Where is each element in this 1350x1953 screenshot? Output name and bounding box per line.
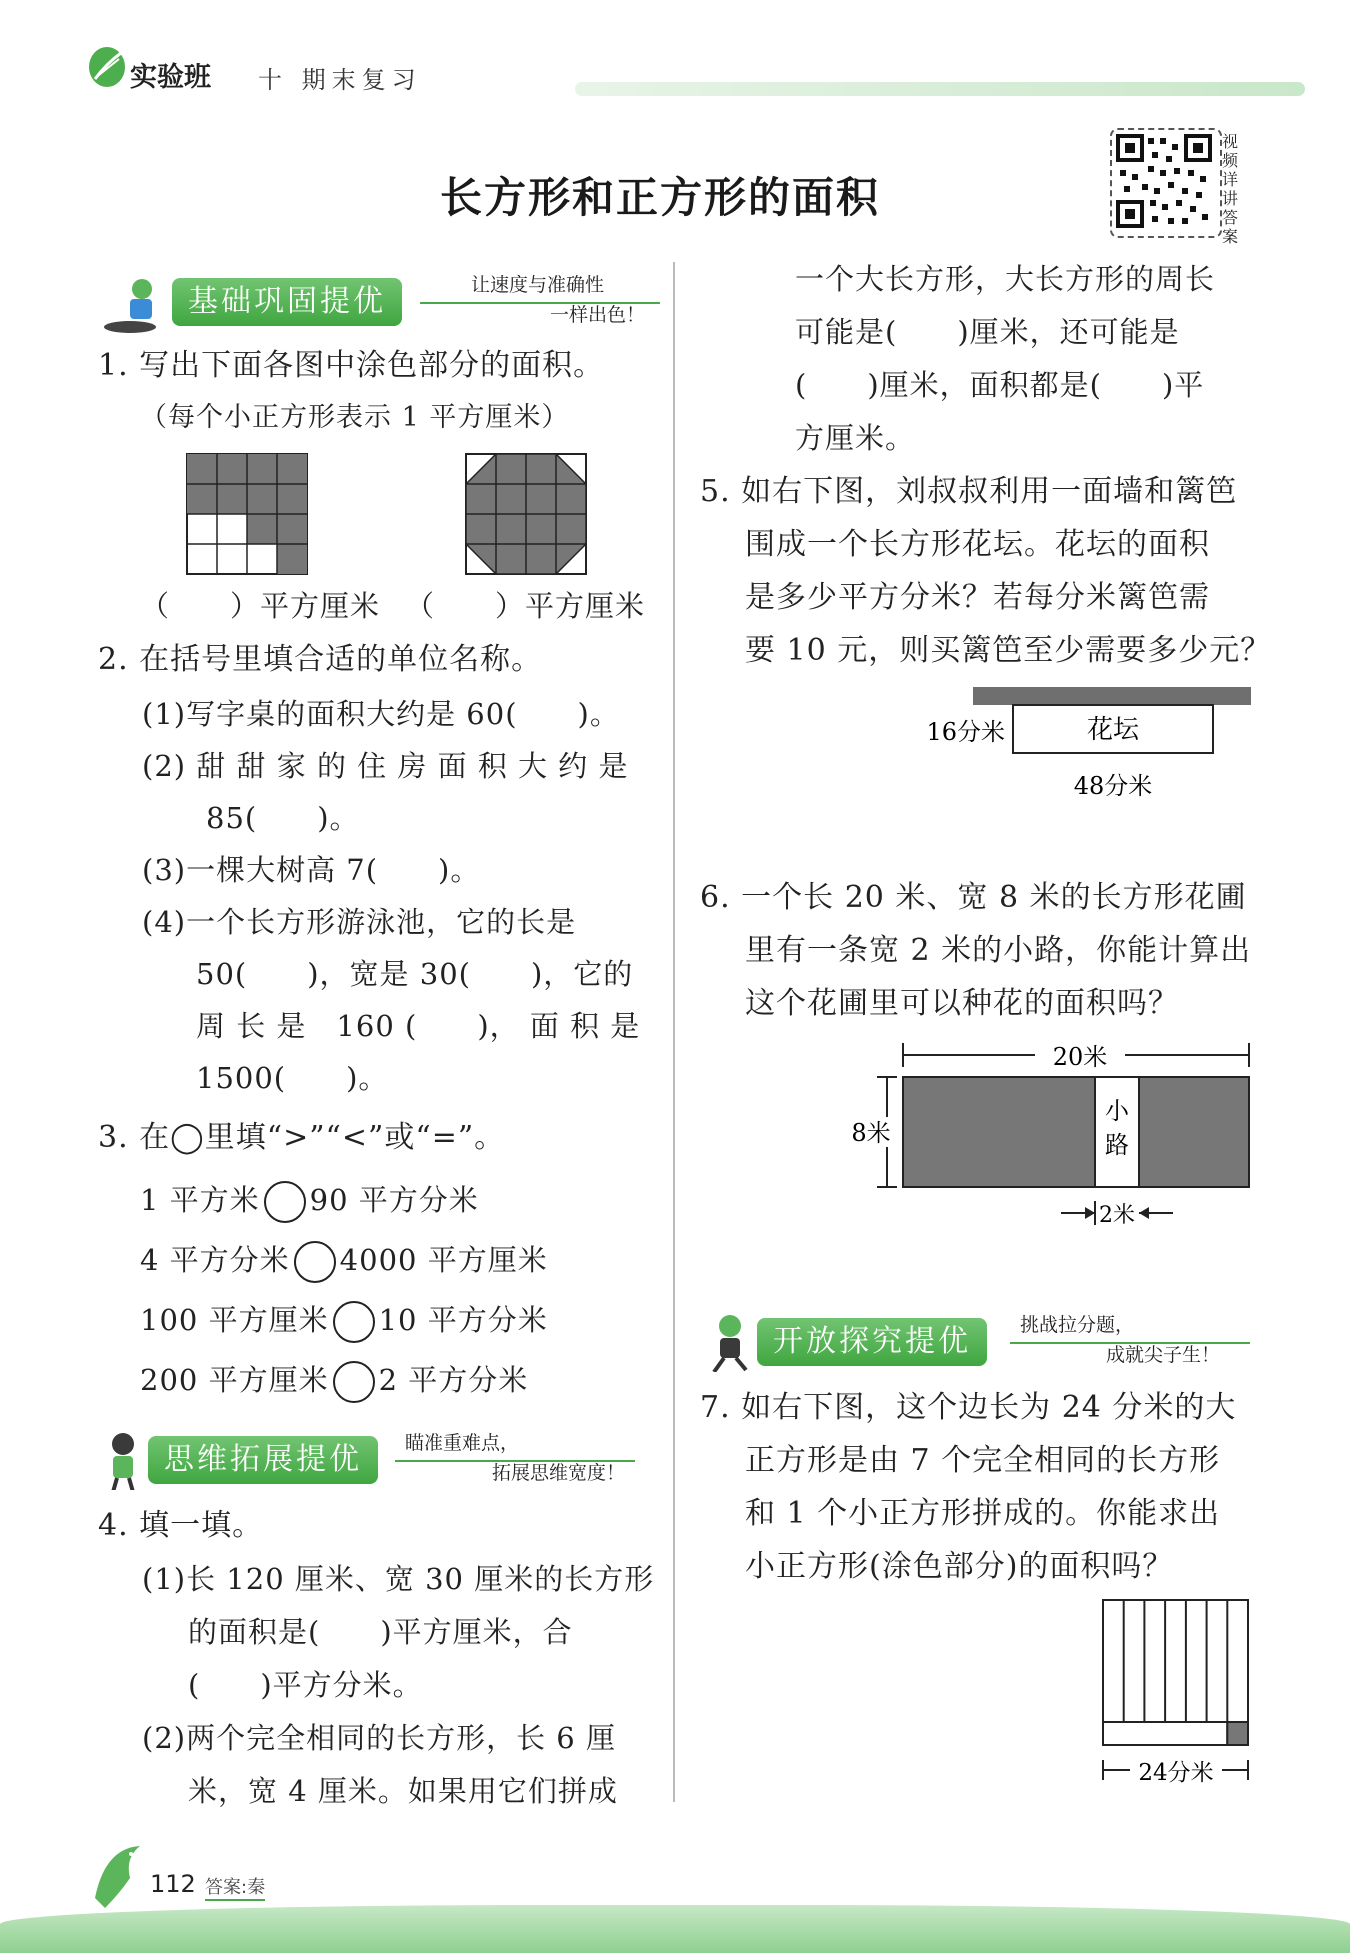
q4-part2-line4: 可能是( )厘米，还可能是 <box>795 315 1180 349</box>
slogan-line-1: 挑战拉分题， <box>1020 1314 1135 1336</box>
q2-text: 2. 在括号里填合适的单位名称。 <box>98 642 543 677</box>
q7-line3: 和 1 个小正方形拼成的。你能求出 <box>745 1496 1221 1531</box>
dolphin-icon <box>85 1838 155 1918</box>
section-thinking-slogan <box>405 1428 625 1488</box>
q5-line2: 围成一个长方形花坛。花坛的面积 <box>745 527 1210 562</box>
qr-caption: 视频详讲答案 <box>1222 132 1239 246</box>
slogan-underline <box>420 302 660 304</box>
q4-part2-line6: 方厘米。 <box>795 421 916 455</box>
q3-row-4-right: 2 平方分米 <box>378 1363 529 1397</box>
small-shaded-square <box>1227 1722 1248 1745</box>
q2-part4-line2: 50( )，宽是 30( )，它的 <box>196 957 634 991</box>
compare-circle[interactable] <box>333 1361 375 1403</box>
q3-row-1-right: 90 平方分米 <box>309 1183 479 1217</box>
q5-line3: 是多少平方分米？若每分米篱笆需 <box>745 580 1210 615</box>
garden-height-label: 8米 <box>851 1119 891 1147</box>
page-number: 112 <box>150 1870 196 1898</box>
q7-line1: 7. 如右下图，这个边长为 24 分米的大 <box>700 1390 1237 1425</box>
q2-part2-line2: 85( )。 <box>206 801 360 835</box>
q1-answer-1[interactable]: （ ）平方厘米 <box>140 589 381 623</box>
leaf-logo-icon <box>85 45 129 89</box>
q2-part2-line1: (2) 甜 甜 家 的 住 房 面 积 大 约 是 <box>142 749 629 783</box>
flowerbed-width-label: 48分米 <box>1073 772 1153 800</box>
section-thinking-banner: 思维拓展提优 <box>148 1436 378 1484</box>
mascot-skater-icon <box>100 275 164 335</box>
q3-row-1 <box>140 1174 479 1226</box>
footer-wave <box>0 1905 1350 1953</box>
q6-line1: 6. 一个长 20 米、宽 8 米的长方形花圃 <box>700 880 1247 915</box>
header-bar <box>575 82 1305 96</box>
section-basic-slogan <box>430 270 645 330</box>
section-basic-banner: 基础巩固提优 <box>172 278 402 326</box>
q2-part4-line3: 周 长 是 160 ( )， 面 积 是 <box>196 1009 641 1043</box>
q3-row-3-left: 100 平方厘米 <box>140 1303 329 1337</box>
compare-circle[interactable] <box>264 1181 306 1223</box>
q2-part4-line1: (4)一个长方形游泳池，它的长是 <box>142 905 577 939</box>
path-label-1: 小 <box>1105 1097 1129 1125</box>
qr-code[interactable] <box>1110 128 1222 238</box>
q3-row-2 <box>140 1234 548 1286</box>
slogan-underline <box>395 1460 635 1462</box>
q1-grid-figure-1 <box>186 453 308 575</box>
q3-row-2-right: 4000 平方厘米 <box>339 1243 548 1277</box>
q4-part1-line2: 的面积是( )平方厘米，合 <box>188 1615 573 1649</box>
q2-part1: (1)写字桌的面积大约是 60( )。 <box>142 697 620 731</box>
q5-flowerbed-figure <box>905 682 1255 817</box>
q7-line4: 小正方形(涂色部分)的面积吗？ <box>745 1549 1174 1584</box>
q4-part2-line3: 一个大长方形，大长方形的周长 <box>795 262 1216 296</box>
slogan-line-1: 瞄准重难点， <box>405 1432 520 1454</box>
compare-circle[interactable] <box>294 1241 336 1283</box>
q3-row-3 <box>140 1294 548 1346</box>
column-divider <box>673 262 675 1802</box>
q2-part3: (3)一棵大树高 7( )。 <box>142 853 481 887</box>
q1-grid-figure-2 <box>465 453 587 575</box>
q7-line2: 正方形是由 7 个完全相同的长方形 <box>745 1443 1221 1478</box>
qr-pattern-icon <box>1112 130 1216 232</box>
compare-circle[interactable] <box>333 1301 375 1343</box>
wall <box>973 687 1251 705</box>
q3-row-3-right: 10 平方分米 <box>378 1303 548 1337</box>
flowerbed-label: 花坛 <box>1086 715 1140 745</box>
slogan-line-2: 成就尖子生！ <box>1105 1344 1220 1366</box>
slogan-line-1: 让速度与准确性 <box>470 274 604 296</box>
slogan-line-2: 一样出色！ <box>549 304 645 326</box>
q4-part1-line1: (1)长 120 厘米、宽 30 厘米的长方形 <box>142 1562 655 1596</box>
q6-garden-figure <box>845 1035 1255 1235</box>
section-open-slogan <box>1020 1310 1220 1370</box>
square-side-label: 24分米 <box>1138 1760 1214 1786</box>
unit-label: 十 期末复习 <box>258 66 422 94</box>
q3-row-4 <box>140 1354 528 1406</box>
brand-name: 实验班 <box>130 62 211 93</box>
q5-line1: 5. 如右下图，刘叔叔利用一面墙和篱笆 <box>700 474 1238 509</box>
q6-line3: 这个花圃里可以种花的面积吗？ <box>745 986 1179 1021</box>
section-open-banner: 开放探究提优 <box>757 1318 987 1366</box>
page-title: 长方形和正方形的面积 <box>440 173 881 222</box>
path-label-2: 路 <box>1105 1131 1129 1159</box>
q3-row-2-left: 4 平方分米 <box>140 1243 290 1277</box>
q4-part2-line1: (2)两个完全相同的长方形，长 6 厘 <box>142 1721 616 1755</box>
garden-rect <box>903 1077 1249 1187</box>
q4-text: 4. 填一填。 <box>98 1508 264 1543</box>
q3-row-1-left: 1 平方米 <box>140 1183 260 1217</box>
answer-link[interactable]: 答案:秦 <box>205 1873 265 1901</box>
q6-line2: 里有一条宽 2 米的小路，你能计算出 <box>745 933 1252 968</box>
slogan-underline <box>1010 1342 1250 1344</box>
slogan-line-2: 拓展思维宽度！ <box>491 1462 625 1484</box>
q1-answer-2[interactable]: （ ）平方厘米 <box>405 589 646 623</box>
q5-line4: 要 10 元，则买篱笆至少需要多少元？ <box>745 633 1272 668</box>
flowerbed-height-label: 16分米 <box>926 718 1005 746</box>
q1-note: （每个小正方形表示 1 平方厘米） <box>140 402 570 433</box>
q4-part2-line2: 米，宽 4 厘米。如果用它们拼成 <box>188 1774 618 1808</box>
path-width-label: 2米 <box>1099 1203 1135 1228</box>
big-square <box>1103 1600 1248 1745</box>
q4-part2-line5: ( )厘米，面积都是( )平 <box>795 368 1205 402</box>
q2-part4-line4: 1500( )。 <box>196 1061 389 1095</box>
q3-text: 3. 在◯里填“>”“<”或“=”。 <box>98 1120 506 1155</box>
garden-width-label: 20米 <box>1052 1043 1108 1071</box>
q4-part1-line3: ( )平方分米。 <box>188 1668 423 1702</box>
q7-square-figure <box>1100 1598 1252 1788</box>
q3-row-4-left: 200 平方厘米 <box>140 1363 329 1397</box>
q1-text: 1. 写出下面各图中涂色部分的面积。 <box>98 348 605 383</box>
mascot-runner-icon <box>700 1312 764 1372</box>
